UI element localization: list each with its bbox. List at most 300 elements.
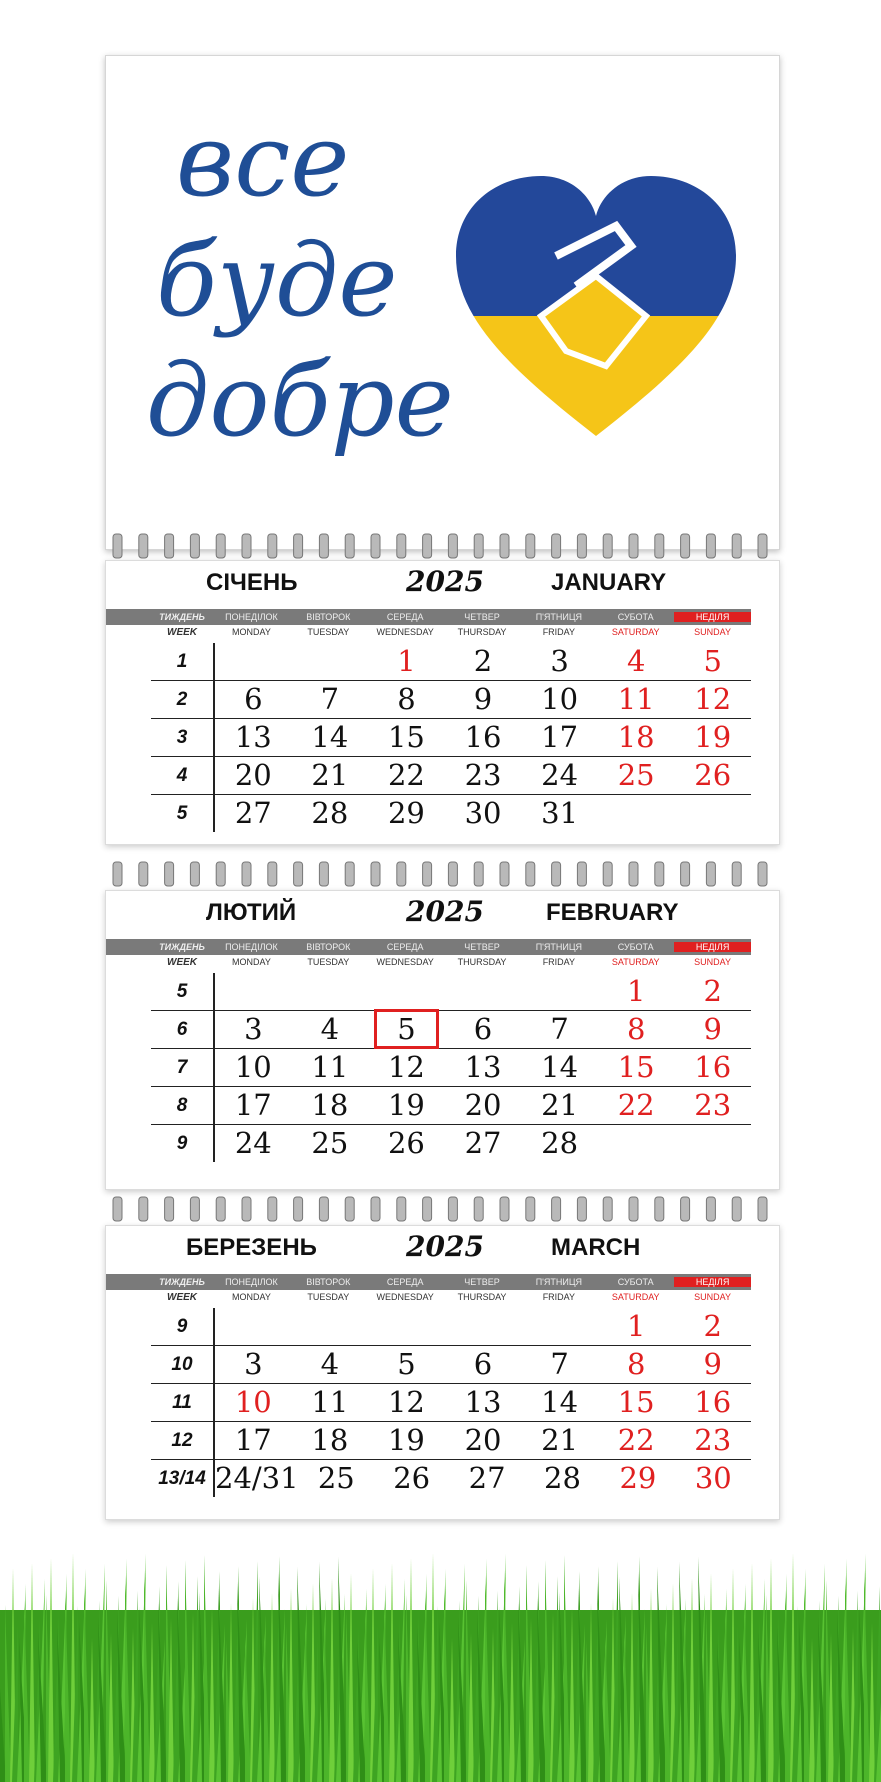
day-cell[interactable]: [368, 1011, 445, 1048]
day-number: 25: [311, 1126, 349, 1160]
spiral-binding-1: [105, 532, 780, 560]
day-cell[interactable]: [215, 1011, 292, 1048]
weekday-header-ua: [151, 609, 751, 625]
weekday-header-ua: [151, 1274, 751, 1290]
day-number: 5: [397, 1347, 416, 1381]
day-cell[interactable]: [598, 1308, 675, 1345]
day-number: 11: [311, 1385, 349, 1419]
day-number: 28: [544, 1461, 581, 1495]
day-cell[interactable]: [292, 1384, 369, 1421]
day-cell[interactable]: [674, 973, 751, 1010]
day-number: 21: [541, 1088, 579, 1122]
day-cell[interactable]: [674, 1384, 751, 1421]
day-number: 21: [311, 758, 349, 792]
week-label-ua: ТИЖДЕНЬ: [159, 612, 205, 622]
day-cell[interactable]: [598, 681, 675, 718]
weekday-ua-3: ЧЕТВЕР: [464, 1277, 500, 1287]
day-number: 30: [464, 796, 502, 830]
day-number: 9: [703, 1347, 722, 1381]
day-cell[interactable]: [368, 1308, 445, 1345]
weekday-ua-2: СЕРЕДА: [386, 612, 424, 622]
day-number: 2: [703, 974, 722, 1008]
calendar-header-card: [105, 55, 780, 550]
day-number: 27: [468, 1461, 506, 1495]
week-number: 11: [151, 1384, 215, 1421]
day-cell[interactable]: [598, 1346, 675, 1383]
day-cell[interactable]: [521, 643, 598, 680]
date-grid: [151, 973, 751, 1162]
motto-line-3: добре: [146, 342, 454, 459]
day-cell[interactable]: [674, 719, 751, 756]
day-cell[interactable]: [598, 1384, 675, 1421]
day-cell[interactable]: [215, 1384, 292, 1421]
day-cell[interactable]: [521, 1087, 598, 1124]
day-number: 28: [541, 1126, 579, 1160]
weekday-en-4: FRIDAY: [542, 627, 576, 637]
day-cell[interactable]: [368, 643, 445, 680]
day-cell[interactable]: [445, 757, 522, 794]
weekday-en-1: TUESDAY: [307, 627, 350, 637]
day-cell[interactable]: [674, 1346, 751, 1383]
day-number: 16: [694, 1385, 732, 1419]
day-number: 8: [626, 1012, 646, 1046]
weekday-ua-4: П'ЯТНИЦЯ: [535, 612, 583, 622]
day-cell[interactable]: [598, 719, 675, 756]
day-number: 18: [617, 720, 655, 754]
day-number: 4: [320, 1347, 340, 1381]
day-cell[interactable]: [292, 643, 369, 680]
day-cell[interactable]: [445, 1308, 522, 1345]
month-january: [105, 560, 780, 845]
day-cell[interactable]: [215, 1308, 292, 1345]
weekday-ua-1: ВІВТОРОК: [306, 612, 351, 622]
week-number: 13/14: [151, 1460, 215, 1497]
spiral-binding-2: [105, 860, 780, 888]
weekday-en-2: WEDNESDAY: [376, 957, 434, 967]
day-cell[interactable]: [521, 1011, 598, 1048]
day-cell[interactable]: [292, 1049, 369, 1086]
day-number: 7: [550, 1347, 569, 1381]
day-number: 23: [694, 1088, 732, 1122]
day-number: 8: [397, 682, 416, 716]
heart-handshake-icon: [446, 166, 746, 466]
day-cell[interactable]: [368, 1346, 445, 1383]
weekday-ua-1: ВІВТОРОК: [306, 1277, 351, 1287]
day-number: 30: [694, 1461, 732, 1495]
weekday-en-0: MONDAY: [232, 627, 271, 637]
day-number: 29: [387, 796, 425, 830]
day-cell[interactable]: [445, 643, 522, 680]
weekday-ua-0: ПОНЕДІЛОК: [225, 612, 278, 622]
day-cell[interactable]: [215, 1422, 292, 1459]
weekday-en-5: SATURDAY: [611, 957, 660, 967]
day-number: 11: [311, 1050, 349, 1084]
day-cell[interactable]: [445, 719, 522, 756]
day-number: 7: [550, 1012, 569, 1046]
day-cell[interactable]: [215, 643, 292, 680]
week-number: 3: [151, 719, 215, 756]
weekday-ua-6: НЕДІЛЯ: [674, 1277, 751, 1287]
weekday-ua-3: ЧЕТВЕР: [464, 612, 500, 622]
day-cell[interactable]: [215, 795, 292, 832]
day-cell[interactable]: [368, 1049, 445, 1086]
week-row: [151, 1346, 751, 1384]
weekday-ua-0: ПОНЕДІЛОК: [225, 1277, 278, 1287]
weekday-en-0: MONDAY: [232, 1292, 271, 1302]
day-cell[interactable]: [674, 1125, 751, 1162]
day-cell[interactable]: [445, 1346, 522, 1383]
day-number: 22: [387, 758, 425, 792]
day-number: 12: [387, 1385, 425, 1419]
weekday-ua-2: СЕРЕДА: [386, 942, 424, 952]
header-band-left: [106, 1274, 151, 1290]
weekday-header-ua: [151, 939, 751, 955]
day-cell[interactable]: [292, 1011, 369, 1048]
day-cell[interactable]: [521, 1346, 598, 1383]
month-name-en: MARCH: [551, 1234, 641, 1261]
weekday-header-en: [151, 627, 751, 641]
day-number: 13: [464, 1385, 502, 1419]
day-cell[interactable]: [445, 1384, 522, 1421]
month-name-ua: ЛЮТИЙ: [206, 899, 297, 926]
day-number: 19: [694, 720, 732, 754]
day-number: 9: [703, 1012, 722, 1046]
week-row: [151, 757, 751, 795]
day-cell[interactable]: [215, 681, 292, 718]
month-name-en: FEBRUARY: [546, 899, 679, 926]
day-number: 26: [387, 1126, 425, 1160]
weekday-en-3: THURSDAY: [457, 957, 507, 967]
day-number: 4: [320, 1012, 340, 1046]
day-cell[interactable]: [521, 719, 598, 756]
week-label-en: WEEK: [167, 1292, 197, 1303]
day-cell[interactable]: [292, 719, 369, 756]
month-name-ua: БЕРЕЗЕНЬ: [186, 1234, 317, 1261]
day-number: 12: [387, 1050, 425, 1084]
weekday-ua-4: П'ЯТНИЦЯ: [535, 1277, 583, 1287]
month-february: [105, 890, 780, 1190]
day-cell[interactable]: [299, 1460, 374, 1497]
motto-line-1: все: [176, 102, 350, 219]
day-cell[interactable]: [674, 1011, 751, 1048]
weekday-en-3: THURSDAY: [457, 627, 507, 637]
day-cell[interactable]: [674, 1422, 751, 1459]
week-row: [151, 795, 751, 832]
day-cell[interactable]: [674, 757, 751, 794]
weekday-en-4: FRIDAY: [542, 1292, 576, 1302]
day-cell[interactable]: [445, 1011, 522, 1048]
day-cell[interactable]: [674, 1087, 751, 1124]
week-number: 2: [151, 681, 215, 718]
day-number: 31: [541, 796, 579, 830]
date-grid: [151, 643, 751, 832]
day-cell[interactable]: [215, 1049, 292, 1086]
day-cell[interactable]: [598, 1011, 675, 1048]
day-cell[interactable]: [449, 1460, 524, 1497]
week-row: [151, 1384, 751, 1422]
weekday-en-6: SUNDAY: [694, 1292, 731, 1302]
day-cell[interactable]: [292, 973, 369, 1010]
day-cell[interactable]: [368, 1125, 445, 1162]
day-number: 13: [464, 1050, 502, 1084]
spiral-binding-3: [105, 1195, 780, 1223]
day-number: 2: [473, 644, 493, 678]
day-cell[interactable]: [215, 757, 292, 794]
day-number: 22: [617, 1088, 655, 1122]
week-row: [151, 1460, 751, 1497]
weekday-en-1: TUESDAY: [307, 957, 350, 967]
day-cell[interactable]: [374, 1460, 449, 1497]
day-cell[interactable]: [368, 719, 445, 756]
week-number: 7: [151, 1049, 215, 1086]
week-row: [151, 643, 751, 681]
day-number: 1: [626, 1309, 646, 1343]
weekday-en-5: SATURDAY: [611, 1292, 660, 1302]
weekday-en-5: SATURDAY: [611, 627, 660, 637]
month-march: [105, 1225, 780, 1520]
day-number: 10: [541, 682, 579, 716]
day-cell[interactable]: [215, 1125, 292, 1162]
day-number: 14: [311, 720, 349, 754]
day-number: 10: [234, 1050, 272, 1084]
day-number: 15: [387, 720, 425, 754]
day-number: 26: [694, 758, 732, 792]
day-number: 25: [317, 1461, 355, 1495]
weekday-header-en: [151, 957, 751, 971]
weekday-ua-5: СУБОТА: [617, 942, 654, 952]
day-number: 8: [626, 1347, 646, 1381]
month-name-en: JANUARY: [551, 569, 667, 596]
day-number: 19: [387, 1088, 425, 1122]
day-number: 2: [703, 1309, 722, 1343]
grass-decoration: [0, 1530, 881, 1782]
day-number: 14: [541, 1050, 579, 1084]
week-row: [151, 1422, 751, 1460]
day-cell[interactable]: [292, 1125, 369, 1162]
month-name-ua: СІЧЕНЬ: [206, 569, 298, 596]
day-cell[interactable]: [292, 757, 369, 794]
day-number: 3: [244, 1012, 263, 1046]
week-row: [151, 1125, 751, 1162]
day-cell[interactable]: [445, 1049, 522, 1086]
day-number: 20: [234, 758, 272, 792]
day-number: 10: [234, 1385, 272, 1419]
day-cell[interactable]: [521, 1422, 598, 1459]
day-number: 14: [541, 1385, 579, 1419]
day-cell[interactable]: [525, 1460, 600, 1497]
day-cell[interactable]: [674, 795, 751, 832]
day-number: 29: [619, 1461, 657, 1495]
day-cell[interactable]: [215, 1087, 292, 1124]
day-number: 5: [703, 644, 722, 678]
day-number: 24: [234, 1126, 272, 1160]
day-cell[interactable]: [292, 1087, 369, 1124]
day-cell[interactable]: [215, 719, 292, 756]
day-cell[interactable]: [215, 973, 292, 1010]
date-grid: [151, 1308, 751, 1497]
day-cell[interactable]: [598, 643, 675, 680]
day-cell[interactable]: [368, 1422, 445, 1459]
day-number: 6: [473, 1012, 493, 1046]
week-row: [151, 681, 751, 719]
weekday-ua-1: ВІВТОРОК: [306, 942, 351, 952]
week-number: 9: [151, 1125, 215, 1162]
weekday-ua-5: СУБОТА: [617, 1277, 654, 1287]
day-cell[interactable]: [521, 757, 598, 794]
week-label-ua: ТИЖДЕНЬ: [159, 1277, 205, 1287]
day-number: 18: [311, 1423, 349, 1457]
day-cell[interactable]: [445, 681, 522, 718]
day-number: 26: [393, 1461, 431, 1495]
weekday-en-1: TUESDAY: [307, 1292, 350, 1302]
day-cell[interactable]: [368, 681, 445, 718]
weekday-ua-2: СЕРЕДА: [386, 1277, 424, 1287]
day-cell[interactable]: [445, 1422, 522, 1459]
day-number: 27: [234, 796, 272, 830]
day-cell[interactable]: [292, 1346, 369, 1383]
day-cell[interactable]: [445, 973, 522, 1010]
day-cell[interactable]: [292, 795, 369, 832]
week-number: 4: [151, 757, 215, 794]
week-row: [151, 973, 751, 1011]
day-number: 16: [464, 720, 502, 754]
day-number: 4: [626, 644, 646, 678]
day-cell[interactable]: [521, 1384, 598, 1421]
day-number: 6: [244, 682, 263, 716]
day-number: 3: [244, 1347, 263, 1381]
week-number: 9: [151, 1308, 215, 1345]
day-number: 17: [541, 720, 579, 754]
day-cell[interactable]: [674, 1049, 751, 1086]
month-year: 2025: [406, 1230, 484, 1263]
day-cell[interactable]: [445, 1087, 522, 1124]
day-number: 23: [464, 758, 502, 792]
day-cell[interactable]: [598, 1049, 675, 1086]
day-cell[interactable]: [521, 973, 598, 1010]
day-number: 17: [234, 1423, 272, 1457]
day-cell[interactable]: [292, 681, 369, 718]
weekday-en-2: WEDNESDAY: [376, 627, 434, 637]
day-cell[interactable]: [598, 1087, 675, 1124]
day-number: 16: [694, 1050, 732, 1084]
day-number: 23: [694, 1423, 732, 1457]
day-cell[interactable]: [598, 1422, 675, 1459]
day-cell[interactable]: [292, 1308, 369, 1345]
month-year: 2025: [406, 895, 484, 928]
day-cell[interactable]: [368, 795, 445, 832]
day-number: 27: [464, 1126, 502, 1160]
day-number: 15: [617, 1050, 655, 1084]
day-cell[interactable]: [598, 973, 675, 1010]
day-number: 9: [473, 682, 493, 716]
day-cell[interactable]: [445, 795, 522, 832]
day-cell[interactable]: [368, 1087, 445, 1124]
weekday-en-6: SUNDAY: [694, 957, 731, 967]
day-number: 1: [626, 974, 646, 1008]
day-cell[interactable]: [368, 1384, 445, 1421]
day-number: 1: [397, 644, 416, 678]
day-number: 22: [617, 1423, 655, 1457]
week-row: [151, 1087, 751, 1125]
weekday-ua-3: ЧЕТВЕР: [464, 942, 500, 952]
day-number: 18: [311, 1088, 349, 1122]
day-number: 13: [234, 720, 272, 754]
day-cell[interactable]: [215, 1346, 292, 1383]
week-number: 12: [151, 1422, 215, 1459]
day-number: 3: [550, 644, 569, 678]
day-cell[interactable]: [521, 1308, 598, 1345]
week-number: 8: [151, 1087, 215, 1124]
header-band-left: [106, 939, 151, 955]
day-number: 5: [397, 1012, 416, 1046]
day-cell[interactable]: [368, 757, 445, 794]
day-cell[interactable]: [598, 795, 675, 832]
day-cell[interactable]: [674, 643, 751, 680]
week-number: 5: [151, 795, 215, 832]
day-cell[interactable]: [215, 1460, 299, 1497]
weekday-ua-5: СУБОТА: [617, 612, 654, 622]
motto-line-2: буде: [156, 222, 398, 339]
day-number: 24: [541, 758, 579, 792]
day-cell[interactable]: [674, 1308, 751, 1345]
week-row: [151, 1308, 751, 1346]
week-label-ua: ТИЖДЕНЬ: [159, 942, 205, 952]
weekday-en-4: FRIDAY: [542, 957, 576, 967]
weekday-en-2: WEDNESDAY: [376, 1292, 434, 1302]
day-cell[interactable]: [674, 681, 751, 718]
day-number: 20: [464, 1088, 502, 1122]
day-cell[interactable]: [368, 973, 445, 1010]
week-number: 5: [151, 973, 215, 1010]
day-cell[interactable]: [676, 1460, 751, 1497]
day-cell[interactable]: [521, 795, 598, 832]
day-number: 12: [694, 682, 732, 716]
week-label-en: WEEK: [167, 957, 197, 968]
day-cell[interactable]: [521, 1049, 598, 1086]
current-day-highlight: [374, 1009, 439, 1049]
week-row: [151, 1049, 751, 1087]
day-number: 20: [464, 1423, 502, 1457]
day-number: 21: [541, 1423, 579, 1457]
weekday-en-6: SUNDAY: [694, 627, 731, 637]
week-number: 6: [151, 1011, 215, 1048]
day-number: 25: [617, 758, 655, 792]
day-cell[interactable]: [521, 1125, 598, 1162]
day-cell[interactable]: [600, 1460, 675, 1497]
day-number: 28: [311, 796, 349, 830]
month-year: 2025: [406, 565, 484, 598]
header-band-left: [106, 609, 151, 625]
day-number: 6: [473, 1347, 493, 1381]
day-cell[interactable]: [598, 1125, 675, 1162]
week-number: 10: [151, 1346, 215, 1383]
day-cell[interactable]: [292, 1422, 369, 1459]
day-cell[interactable]: [598, 757, 675, 794]
week-row: [151, 1011, 751, 1049]
weekday-ua-6: НЕДІЛЯ: [674, 612, 751, 622]
day-cell[interactable]: [521, 681, 598, 718]
day-cell[interactable]: [445, 1125, 522, 1162]
weekday-ua-0: ПОНЕДІЛОК: [225, 942, 278, 952]
weekday-en-0: MONDAY: [232, 957, 271, 967]
motto-lettering: [136, 86, 456, 546]
weekday-ua-4: П'ЯТНИЦЯ: [535, 942, 583, 952]
week-label-en: WEEK: [167, 627, 197, 638]
day-number: 11: [617, 682, 655, 716]
day-number: 17: [234, 1088, 272, 1122]
week-row: [151, 719, 751, 757]
weekday-ua-6: НЕДІЛЯ: [674, 942, 751, 952]
